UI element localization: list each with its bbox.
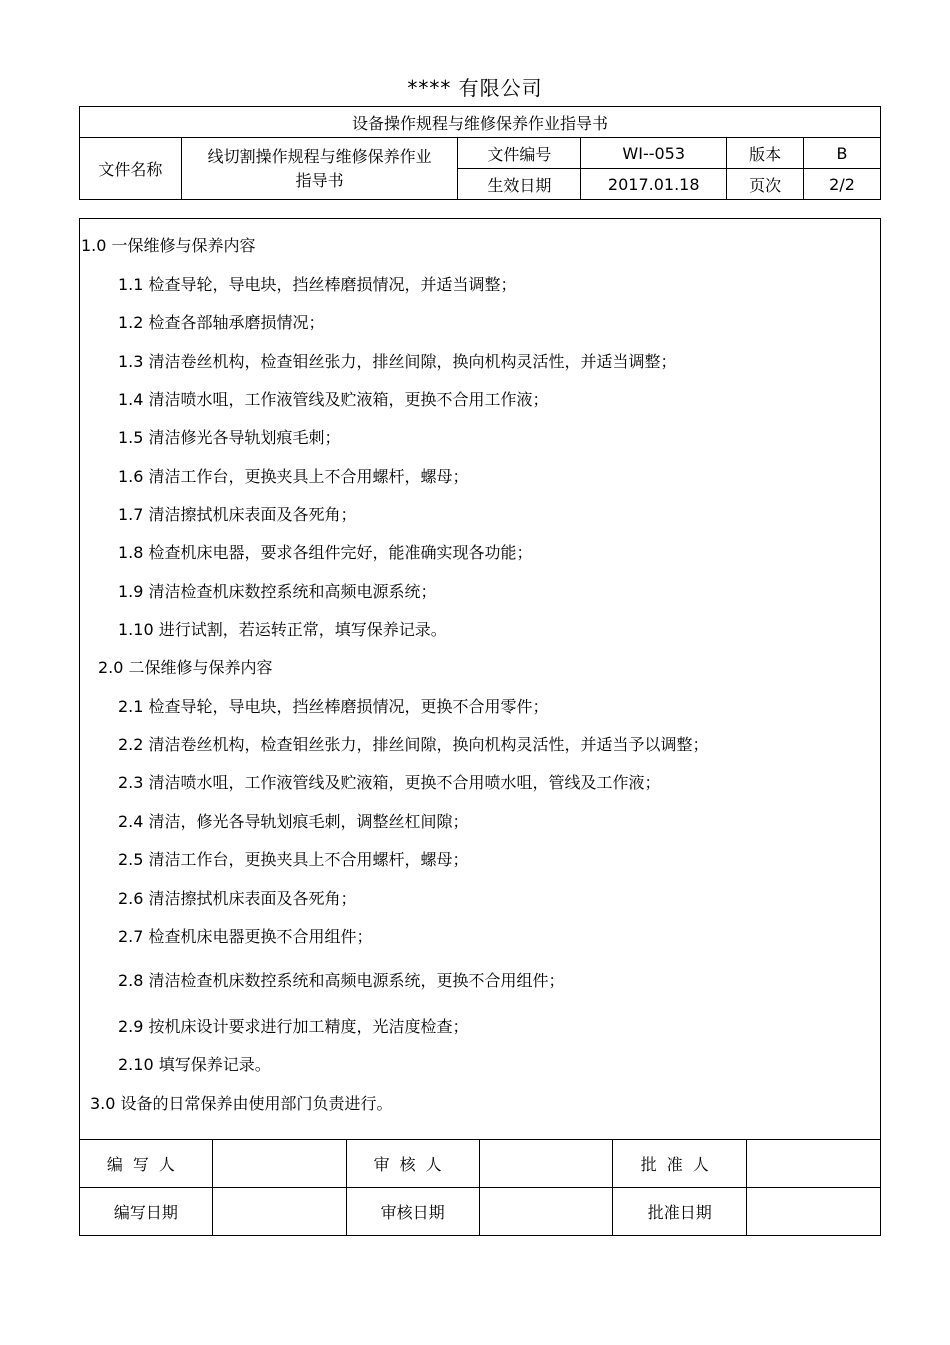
list-item: 1.9 清洁检查机床数控系统和高频电源系统； bbox=[118, 582, 437, 601]
signoff-table bbox=[79, 1139, 881, 1236]
effective-date-label: 生效日期 bbox=[458, 169, 581, 200]
version-value: B bbox=[804, 138, 881, 169]
list-item: 1.4 清洁喷水咀，工作液管线及贮液箱，更换不合用工作液； bbox=[118, 390, 549, 409]
document-header-table bbox=[79, 106, 881, 200]
file-no-label: 文件编号 bbox=[458, 138, 581, 169]
page-value: 2/2 bbox=[804, 169, 881, 200]
list-item: 2.4 清洁，修光各导轨划痕毛刺，调整丝杠间隙； bbox=[118, 812, 469, 831]
list-item: 1.6 清洁工作台，更换夹具上不合用螺杆，螺母； bbox=[118, 467, 469, 486]
company-name: **** 有限公司 bbox=[407, 76, 543, 100]
approver-date-label: 批准日期 bbox=[613, 1188, 747, 1236]
writer-date-field[interactable] bbox=[212, 1188, 346, 1236]
section-3-title: 3.0 设备的日常保养由使用部门负责进行。 bbox=[90, 1094, 393, 1113]
approver-date-field[interactable] bbox=[747, 1188, 881, 1236]
list-item: 1.7 清洁擦拭机床表面及各死角； bbox=[118, 505, 357, 524]
writer-label: 编写人 bbox=[80, 1140, 213, 1188]
writer-date-label: 编写日期 bbox=[80, 1188, 213, 1236]
list-item: 2.6 清洁擦拭机床表面及各死角； bbox=[118, 889, 357, 908]
effective-date-value: 2017.01.18 bbox=[581, 169, 727, 200]
list-item: 1.1 检查导轮，导电块，挡丝棒磨损情况，并适当调整； bbox=[118, 275, 517, 294]
list-item: 2.3 清洁喷水咀，工作液管线及贮液箱，更换不合用喷水咀，管线及工作液； bbox=[118, 773, 661, 792]
list-item: 2.1 检查导轮，导电块，挡丝棒磨损情况，更换不合用零件； bbox=[118, 697, 549, 716]
page-label: 页次 bbox=[727, 169, 804, 200]
approver-field[interactable] bbox=[747, 1140, 881, 1188]
writer-field[interactable] bbox=[212, 1140, 346, 1188]
list-item: 2.9 按机床设计要求进行加工精度，光洁度检查； bbox=[118, 1017, 469, 1036]
file-name-value: 线切割操作规程与维修保养作业指导书 bbox=[181, 138, 458, 200]
approver-label: 批准人 bbox=[613, 1140, 747, 1188]
list-item: 2.7 检查机床电器更换不合用组件； bbox=[118, 927, 373, 946]
reviewer-date-label: 审核日期 bbox=[346, 1188, 479, 1236]
section-2-title: 2.0 二保维修与保养内容 bbox=[98, 658, 273, 677]
list-item: 2.2 清洁卷丝机构，检查钼丝张力，排丝间隙，换向机构灵活性，并适当予以调整； bbox=[118, 735, 709, 754]
section-1-title: 1.0 一保维修与保养内容 bbox=[81, 236, 256, 255]
content-section bbox=[79, 218, 881, 1140]
reviewer-date-field[interactable] bbox=[479, 1188, 613, 1236]
document-title: 设备操作规程与维修保养作业指导书 bbox=[80, 107, 881, 138]
file-no-value: WI--053 bbox=[581, 138, 727, 169]
file-name-label: 文件名称 bbox=[80, 138, 182, 200]
list-item: 2.10 填写保养记录。 bbox=[118, 1055, 271, 1074]
list-item: 1.10 进行试割，若运转正常，填写保养记录。 bbox=[118, 620, 447, 639]
list-item: 1.3 清洁卷丝机构，检查钼丝张力，排丝间隙，换向机构灵活性，并适当调整； bbox=[118, 352, 677, 371]
list-item: 1.8 检查机床电器，要求各组件完好，能准确实现各功能； bbox=[118, 543, 533, 562]
list-item: 2.5 清洁工作台，更换夹具上不合用螺杆，螺母； bbox=[118, 850, 469, 869]
version-label: 版本 bbox=[727, 138, 804, 169]
reviewer-field[interactable] bbox=[479, 1140, 613, 1188]
list-item: 2.8 清洁检查机床数控系统和高频电源系统，更换不合用组件； bbox=[118, 971, 565, 990]
reviewer-label: 审核人 bbox=[346, 1140, 479, 1188]
list-item: 1.2 检查各部轴承磨损情况； bbox=[118, 313, 325, 332]
list-item: 1.5 清洁修光各导轨划痕毛刺； bbox=[118, 428, 341, 447]
